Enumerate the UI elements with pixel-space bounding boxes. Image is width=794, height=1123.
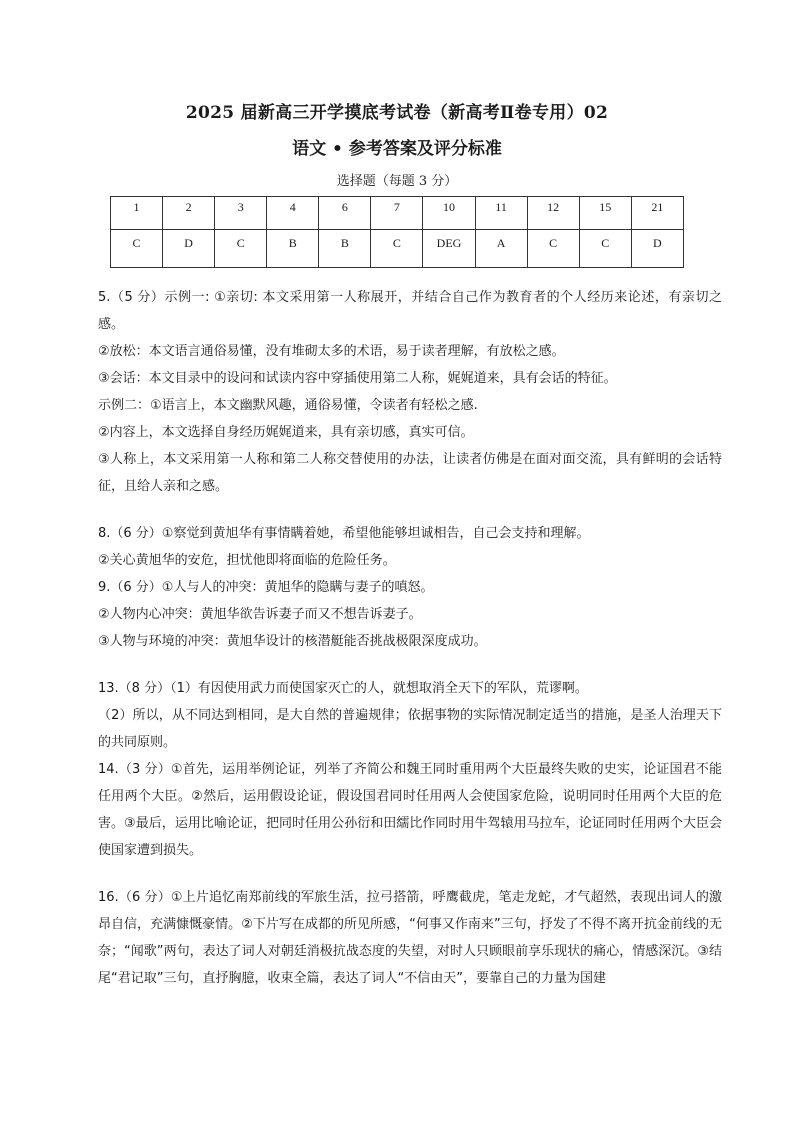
question-number-row bbox=[111, 197, 684, 230]
answer-paragraph: 16.（6 分）①上片追忆南郑前线的军旅生活，拉弓搭箭，呼鹰截虎，笔走龙蛇，才气超然，表现出词人的激昂自信，充满慷慨豪情。②下片写在成都的所见所感，“何事又作南来”三句，抒发了不得不离开抗金前线的无奈；“闻歌”两句，表达了词人对朝廷消极抗战态度的失望，对时人只顾眼前享乐现状的痛心，情感深沉。③结尾“君记取”三句，直抒胸臆，收束全篇，表达了词人“不信由天”，要靠自己的力量为国建 bbox=[98, 890, 722, 986]
answer-cell: DEG bbox=[423, 230, 475, 268]
answer-table bbox=[110, 196, 684, 268]
section-gap bbox=[98, 864, 722, 884]
answer-paragraph: 示例二：①语言上，本文幽默风趣，通俗易懂，令读者有轻松之感. bbox=[98, 398, 478, 413]
answer-cell: D bbox=[631, 230, 683, 268]
question-number-cell: 21 bbox=[631, 197, 683, 230]
answer-paragraph: 13.（8 分）（1）有因使用武力而使国家灭亡的人，就想取消全天下的军队，荒谬啊。 bbox=[98, 681, 588, 696]
answer-paragraph: ③人称上，本文采用第一人称和第二人称交替使用的办法，让读者仿佛是在面对面交流，具有鲜明的会话特征，且给人亲和之感。 bbox=[98, 452, 722, 494]
answer-cell: B bbox=[267, 230, 319, 268]
question-number-cell: 4 bbox=[267, 197, 319, 230]
answer-row bbox=[111, 230, 684, 268]
page-subtitle: 语文 • 参考答案及评分标准 bbox=[292, 139, 502, 159]
question-14-answer bbox=[98, 756, 722, 864]
question-number-cell: 7 bbox=[371, 197, 423, 230]
question-number-cell: 12 bbox=[527, 197, 579, 230]
answer-cell: C bbox=[215, 230, 267, 268]
answer-cell: C bbox=[111, 230, 163, 268]
answer-paragraph: ③人物与环境的冲突：黄旭华设计的核潜艇能否挑战极限深度成功。 bbox=[98, 634, 487, 649]
answer-cell: C bbox=[371, 230, 423, 268]
answer-cell: D bbox=[163, 230, 215, 268]
answer-paragraph: 8.（6 分）①察觉到黄旭华有事情瞒着她，希望他能够坦诚相告，自己会支持和理解。 bbox=[98, 526, 590, 541]
answer-cell: C bbox=[579, 230, 631, 268]
question-number-cell: 2 bbox=[163, 197, 215, 230]
table-caption: 选择题（每题 3 分） bbox=[336, 174, 458, 189]
answer-paragraph: （2）所以，从不同达到相同，是大自然的普遍规律；依据事物的实际情况制定适当的措施，是圣人治理天下的共同原则。 bbox=[98, 708, 722, 750]
answer-paragraph: 9.（6 分）①人与人的冲突：黄旭华的隐瞒与妻子的嗔怒。 bbox=[98, 580, 434, 595]
answer-paragraph: 14.（3 分）①首先，运用举例论证，列举了齐简公和魏王同时重用两个大臣最终失败的史实，论证国君不能任用两个大臣。②然后，运用假设论证，假设国君同时任用两人会使国家危险，说明同时任用两个大臣的危害。③最后，运用比喻论证，把同时任用公孙衍和田繻比作同时用牛驾辕用马拉车，论证同时任用两个大臣会使国家遭到损失。 bbox=[98, 762, 722, 858]
question-number-cell: 3 bbox=[215, 197, 267, 230]
answer-cell: A bbox=[475, 230, 527, 268]
section-gap bbox=[98, 655, 722, 675]
question-number-cell: 10 bbox=[423, 197, 475, 230]
question-number-cell: 11 bbox=[475, 197, 527, 230]
question-16-answer bbox=[98, 884, 722, 992]
question-5-answer bbox=[98, 284, 722, 500]
answer-paragraph: ②放松：本文语言通俗易懂，没有堆砌太多的术语，易于读者理解，有放松之感。 bbox=[98, 344, 565, 359]
answer-cell: B bbox=[319, 230, 371, 268]
answer-cell: C bbox=[527, 230, 579, 268]
section-gap bbox=[98, 500, 722, 520]
answer-body bbox=[98, 284, 722, 992]
question-13-answer bbox=[98, 675, 722, 756]
question-number-cell: 1 bbox=[111, 197, 163, 230]
question-9-answer bbox=[98, 574, 722, 655]
page-title: 2025 届新高三开学摸底考试卷（新高考Ⅱ卷专用）02 bbox=[185, 103, 609, 123]
answer-paragraph: ③会话：本文目录中的设问和试读内容中穿插使用第二人称，娓娓道来，具有会话的特征。 bbox=[98, 371, 617, 386]
answer-paragraph: ②关心黄旭华的安危，担忧他即将面临的危险任务。 bbox=[98, 553, 396, 568]
answer-paragraph: ②内容上，本文选择自身经历娓娓道来，具有亲切感，真实可信。 bbox=[98, 425, 474, 440]
answer-paragraph: 5.（5 分）示例一: ①亲切: 本文采用第一人称展开，并结合自己作为教育者的个人经历来论述，有亲切之感。 bbox=[98, 290, 722, 332]
question-number-cell: 6 bbox=[319, 197, 371, 230]
question-8-answer bbox=[98, 520, 722, 574]
question-number-cell: 15 bbox=[579, 197, 631, 230]
answer-paragraph: ②人物内心冲突：黄旭华欲告诉妻子而又不想告诉妻子。 bbox=[98, 607, 422, 622]
